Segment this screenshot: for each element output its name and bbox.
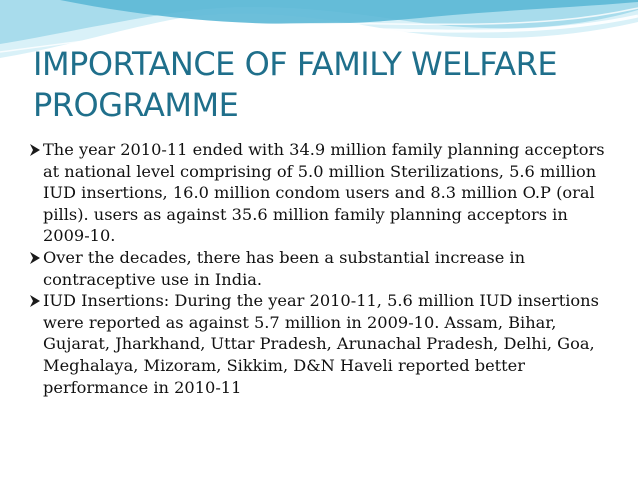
bullet-text: Over the decades, there has been a substantial increase in contraceptive use in India. — [43, 247, 526, 289]
bullet-item — [28, 290, 618, 398]
bullet-text: IUD Insertions: During the year 2010-11, 5.6 million IUD insertions were reported as against 5.7 million in 2009-10. Assam, Bihar, Gujarat, Jharkhand, Uttar Pradesh, Arunachal Pradesh, Delhi, Goa, Meghalaya, Mizoram, Sikkim, D&N Haveli reported better performance in 2010-11 — [43, 291, 599, 397]
bullet-item — [28, 139, 618, 247]
bullet-list — [28, 139, 618, 398]
bullet-item — [28, 247, 618, 290]
arrowhead-bullet-icon — [28, 294, 42, 308]
arrowhead-bullet-icon — [28, 143, 42, 157]
slide-title: IMPORTANCE OF FAMILY WELFARE PROGRAMME — [33, 45, 558, 124]
arrowhead-bullet-icon — [28, 251, 42, 265]
bullet-text: The year 2010-11 ended with 34.9 million family planning acceptors at national level comprising of 5.0 million Sterilizations, 5.6 million IUD insertions, 16.0 million condom users and 8.3 million O.P (oral pills). users as against 35.6 million family planning acceptors in 2009-10. — [43, 140, 605, 246]
